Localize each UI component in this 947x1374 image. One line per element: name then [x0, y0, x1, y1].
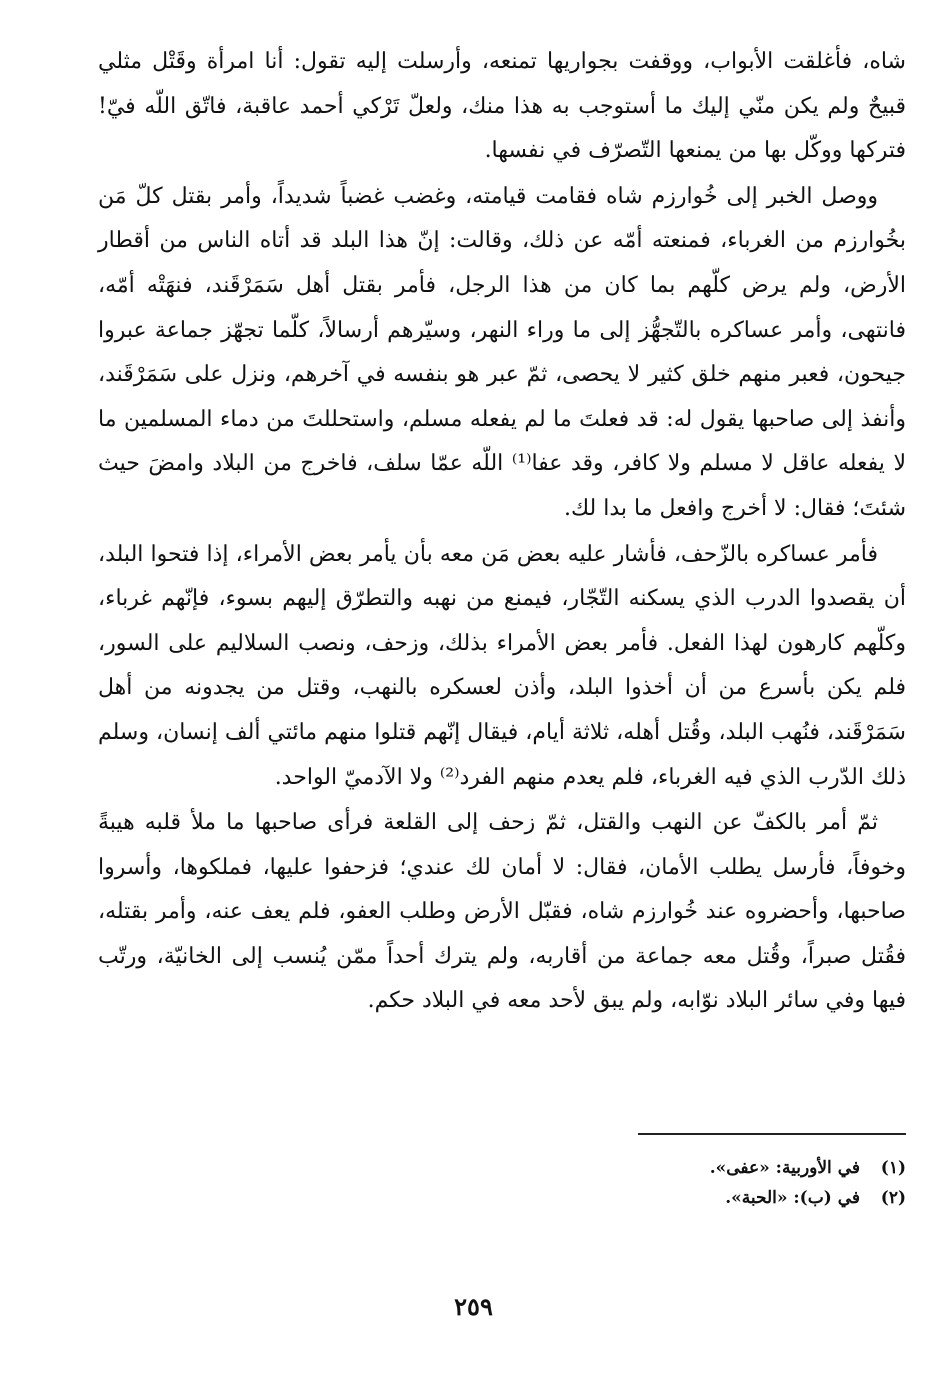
- footnote-2-number: (٢): [880, 1188, 906, 1208]
- footnote-1: [98, 1153, 906, 1183]
- paragraph-1: شاه، فأغلقت الأبواب، ووقفت بجواريها تمنعه، وأرسلت إليه تقول: أنا امرأة وقَتْل مثلي قبيحٌ ولم يكن منّي إليك ما أستوجب به هذا منك، ولعلّ تَرْكي أحمد عاقبة، فاتّق اللّه فيّ! فتركها ووكّل بها من يمنعها التّصرّف في نفسها.: [98, 49, 906, 164]
- footnote-1-text: في الأوربية: «عفى».: [709, 1158, 860, 1178]
- footnote-1-number: (١): [880, 1158, 906, 1178]
- footnotes: [98, 1153, 906, 1213]
- paragraph-4: ثمّ أمر بالكفّ عن النهب والقتل، ثمّ زحف إلى القلعة فرأى صاحبها ما ملأ قلبه هيبةً وخوفاً، فأرسل يطلب الأمان، فقال: لا أمان لك عندي؛ فزحفوا عليها، فملكوها، وأسروا صاحبها، وأحضروه عند خُوارزم شاه، فقبّل الأرض وطلب العفو، فلم يعف عنه، وأمر بقتله، فقُتل صبراً، وقُتل معه جماعة من أقاربه، ولم يترك أحداً ممّن يُنسب إلى الخانيّة، ورتّب فيها وفي سائر البلاد نوّابه، ولم يبق لأحد معه في البلاد حكم.: [98, 810, 906, 1014]
- footnote-divider: [638, 1133, 906, 1135]
- page-number: ٢٥٩: [454, 1292, 493, 1321]
- footnote-2: [98, 1183, 906, 1213]
- main-text: [98, 40, 906, 1025]
- footnote-2-text: في (ب): «الحبة».: [725, 1188, 860, 1208]
- paragraph-2: ووصل الخبر إلى خُوارزم شاه فقامت قيامته، وغضب غضباً شديداً، وأمر بقتل كلّ مَن بخُوارزم من الغرباء، فمنعته أمّه عن ذلك، وقالت: إنّ هذا البلد قد أتاه الناس من أقطار الأرض، ولم يرض كلّهم بما كان من هذا الرجل، فأمر بقتل أهل سَمَرْقَند، فنهَتْه أمّه، فانتهى، وأمر عساكره بالتّجهُّز إلى ما وراء النهر، وسيّرهم أرسالاً، كلّما تجهّز جماعة عبروا جيحون، فعبر منهم خلق كثير لا يحصى، ثمّ عبر هو بنفسه في آخرهم، ونزل على سَمَرْقَند، وأنفذ إلى صاحبها يقول له: قد فعلتَ ما لم يفعله مسلم، واستحللتَ من دماء المسلمين ما لا يفعله عاقل لا مسلم ولا كافر، وقد عفا⁽¹⁾ اللّه عمّا سلف، فاخرج من البلاد وامضَ حيث شئتَ؛ فقال: لا أخرج وافعل ما بدا لك.: [98, 183, 907, 521]
- paragraph-3: فأمر عساكره بالزّحف، فأشار عليه بعض مَن معه بأن يأمر بعض الأمراء، إذا فتحوا البلد، أن يقصدوا الدرب الذي يسكنه التّجّار، فيمنع من نهبه والتطرّق إليهم بسوء، فإنّهم غرباء، وكلّهم كارهون لهذا الفعل. فأمر بعض الأمراء بذلك، وزحف، ونصب السلاليم على السور، فلم يكن بأسرع من أن أخذوا البلد، وأذن لعسكره بالنهب، وقتل من يجدونه من أهل سَمَرْقَند، فنُهب البلد، وقُتل أهله، ثلاثة أيام، فيقال إنّهم قتلوا منهم مائتي ألف إنسان، وسلم ذلك الدّرب الذي فيه الغرباء، فلم يعدم منهم الفرد⁽²⁾ ولا الآدميّ الواحد.: [98, 541, 906, 790]
